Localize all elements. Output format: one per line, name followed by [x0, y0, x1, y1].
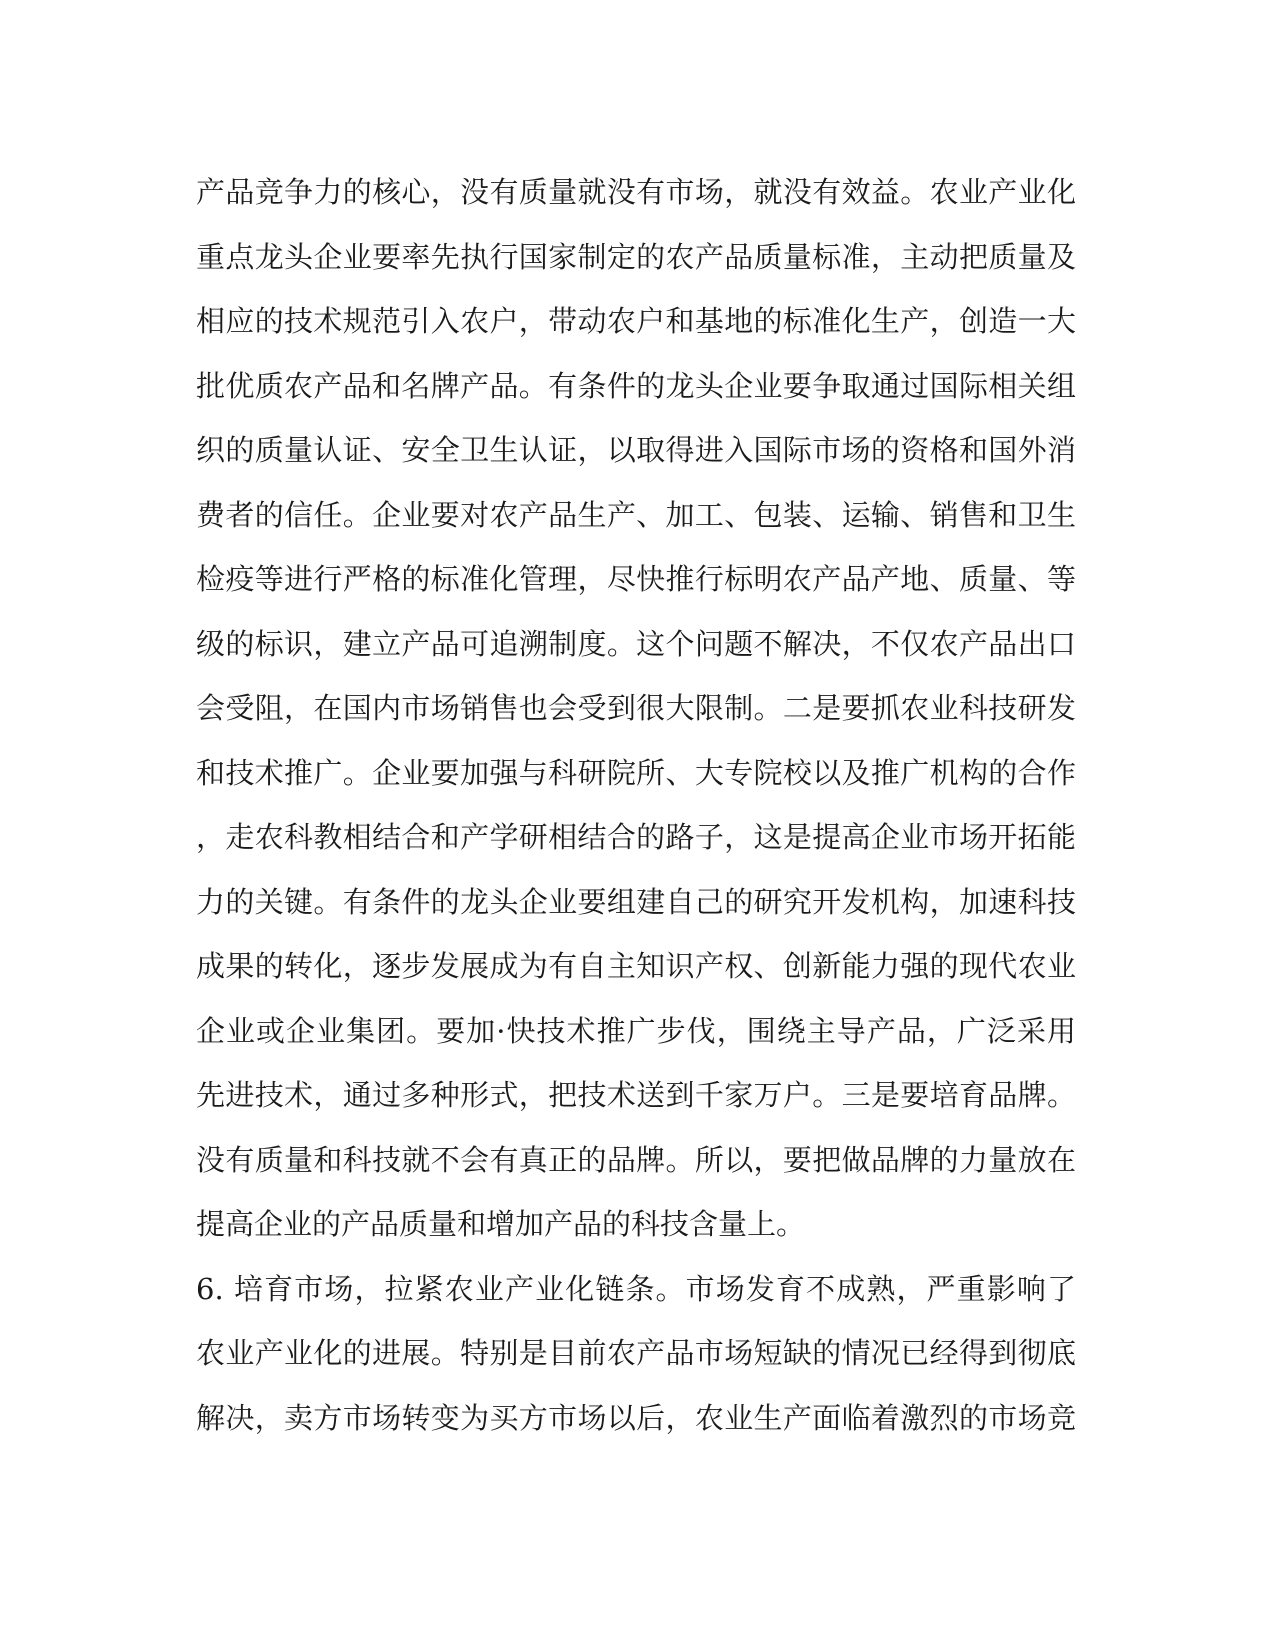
- text-line-20: 解决，卖方市场转变为买方市场以后，农业生产面临着激烈的市场竞: [196, 1400, 1076, 1435]
- text-line-5: 织的质量认证、安全卫生认证，以取得进入国际市场的资格和国外消: [196, 433, 1076, 467]
- text-line-14: 企业或企业集团。要加·快技术推广步伐，围绕主导产品，广泛采用: [196, 1013, 1076, 1048]
- body-text: [196, 160, 1076, 1450]
- text-line-13: 成果的转化，逐步发展成为有自主知识产权、创新能力强的现代农业: [196, 949, 1076, 983]
- text-line-4: 批优质农产品和名牌产品。有条件的龙头企业要争取通过国际相关组: [196, 368, 1076, 403]
- text-line-16: 没有质量和科技就不会有真正的品牌。所以，要把做品牌的力量放在: [196, 1142, 1076, 1177]
- text-line-6: 费者的信任。企业要对农产品生产、加工、包装、运输、销售和卫生: [196, 497, 1076, 532]
- text-line-1: 产品竞争力的核心，没有质量就没有市场，就没有效益。农业产业化: [196, 175, 1076, 209]
- text-line-8: 级的标识，建立产品可追溯制度。这个问题不解决，不仅农产品出口: [196, 626, 1076, 661]
- text-line-19: 农业产业化的进展。特别是目前农产品市场短缺的情况已经得到彻底: [196, 1336, 1076, 1370]
- text-line-2: 重点龙头企业要率先执行国家制定的农产品质量标准，主动把质量及: [196, 239, 1076, 274]
- text-line-9: 会受阻，在国内市场销售也会受到很大限制。二是要抓农业科技研发: [196, 691, 1076, 725]
- text-line-10: 和技术推广。企业要加强与科研院所、大专院校以及推广机构的合作: [196, 755, 1076, 790]
- text-line-15: 先进技术，通过多种形式，把技术送到千家万户。三是要培育品牌。: [196, 1078, 1076, 1112]
- text-line-11: ，走农科教相结合和产学研相结合的路子，这是提高企业市场开拓能: [196, 820, 1076, 854]
- text-line-12: 力的关键。有条件的龙头企业要组建自己的研究开发机构，加速科技: [196, 884, 1076, 919]
- text-line-3: 相应的技术规范引入农户，带动农户和基地的标准化生产，创造一大: [196, 304, 1076, 338]
- text-line-18: 6. 培育市场，拉紧农业产业化链条。市场发育不成熟，严重影响了: [196, 1271, 1076, 1306]
- text-line-7: 检疫等进行严格的标准化管理，尽快推行标明农产品产地、质量、等: [196, 562, 1076, 596]
- text-line-17: 提高企业的产品质量和增加产品的科技含量上。: [196, 1207, 806, 1241]
